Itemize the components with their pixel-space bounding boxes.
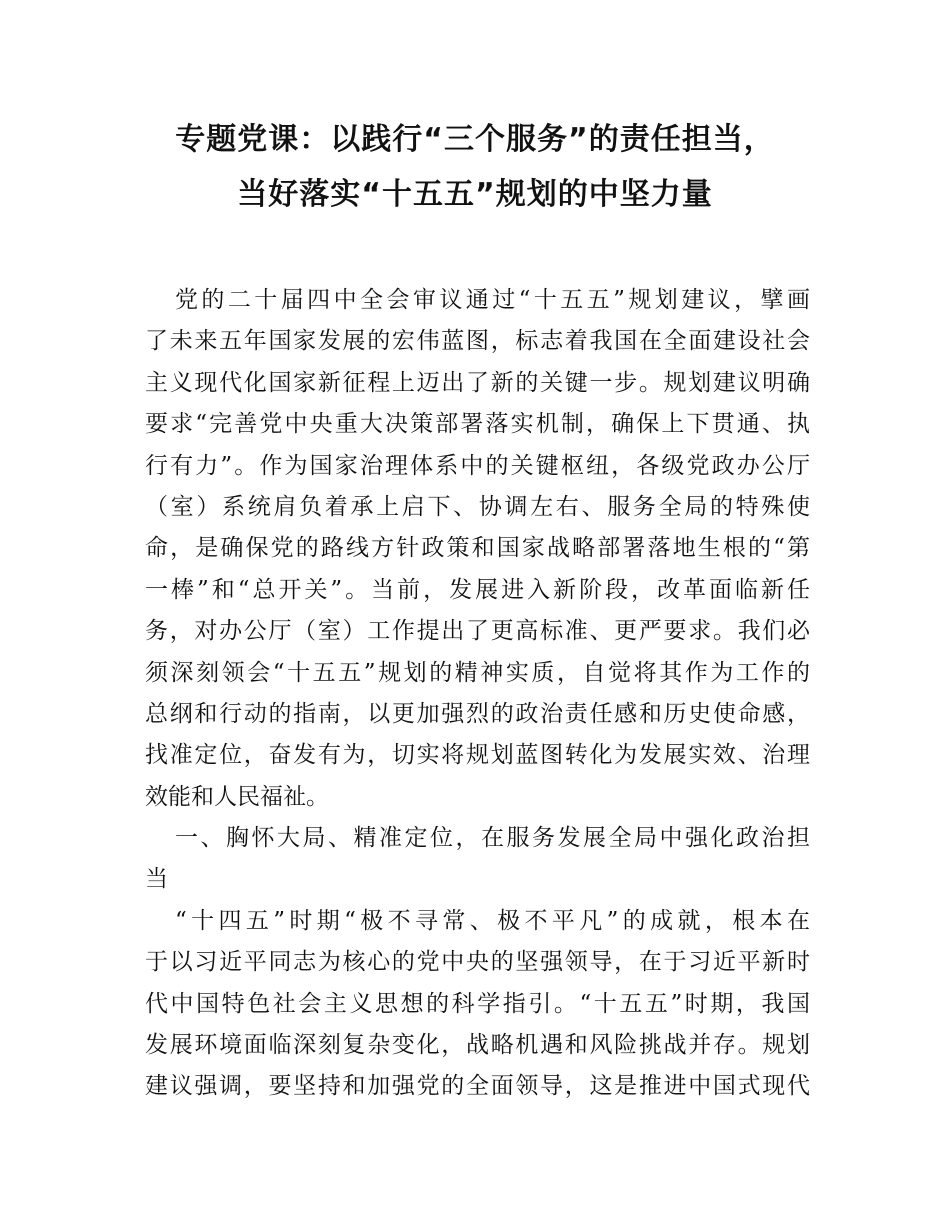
text-line: 党的二十届四中全会审议通过“十五五”规划建议，擘画: [175, 287, 810, 313]
paragraph: [145, 280, 810, 818]
document-title-line-2: 当好落实“十五五”规划的中坚力量: [237, 177, 713, 212]
text-line: 发展环境面临深刻复杂变化，战略机遇和风险挑战并存。规划: [145, 1032, 810, 1059]
text-line: （室）系统肩负着承上启下、协调左右、服务全局的特殊使: [145, 493, 810, 520]
document-title-line-1: 专题党课：以践行“三个服务”的责任担当，: [175, 122, 775, 157]
text-line: 务，对办公厅（室）工作提出了更高标准、更严要求。我们必: [145, 618, 810, 645]
text-line: “十四五”时期“极不寻常、极不平凡”的成就，根本在: [175, 907, 810, 934]
paragraph: [145, 901, 810, 1108]
text-line: 了未来五年国家发展的宏伟蓝图，标志着我国在全面建设社会: [145, 328, 810, 355]
section-heading: [145, 818, 810, 901]
text-line: 效能和人民福祉。: [145, 783, 329, 810]
text-line: 建议强调，要坚持和加强党的全面领导，这是推进中国式现代: [145, 1073, 810, 1100]
text-line: 主义现代化国家新征程上迈出了新的关键一步。规划建议明确: [145, 369, 810, 396]
text-line: 总纲和行动的指南，以更加强烈的政治责任感和历史使命感，: [145, 700, 810, 727]
text-line: 代中国特色社会主义思想的科学指引。“十五五”时期，我国: [145, 990, 810, 1017]
text-line: 一、胸怀大局、精准定位，在服务发展全局中强化政治担: [175, 825, 810, 852]
text-line: 一棒”和“总开关”。当前，发展进入新阶段，改革面临新任: [145, 576, 810, 603]
text-line: 命，是确保党的路线方针政策和国家战略部署落地生根的“第: [145, 535, 810, 562]
text-line: 须深刻领会“十五五”规划的精神实质，自觉将其作为工作的: [145, 659, 810, 686]
document-body: [145, 280, 810, 1108]
text-line: 当: [145, 866, 168, 893]
text-line: 找准定位，奋发有为，切实将规划蓝图转化为发展实效、治理: [145, 742, 810, 769]
text-line: 于以习近平同志为核心的党中央的坚强领导，在于习近平新时: [145, 949, 810, 976]
text-line: 行有力”。作为国家治理体系中的关键枢纽，各级党政办公厅: [145, 452, 810, 479]
text-line: 要求“完善党中央重大决策部署落实机制，确保上下贯通、执: [145, 411, 810, 438]
